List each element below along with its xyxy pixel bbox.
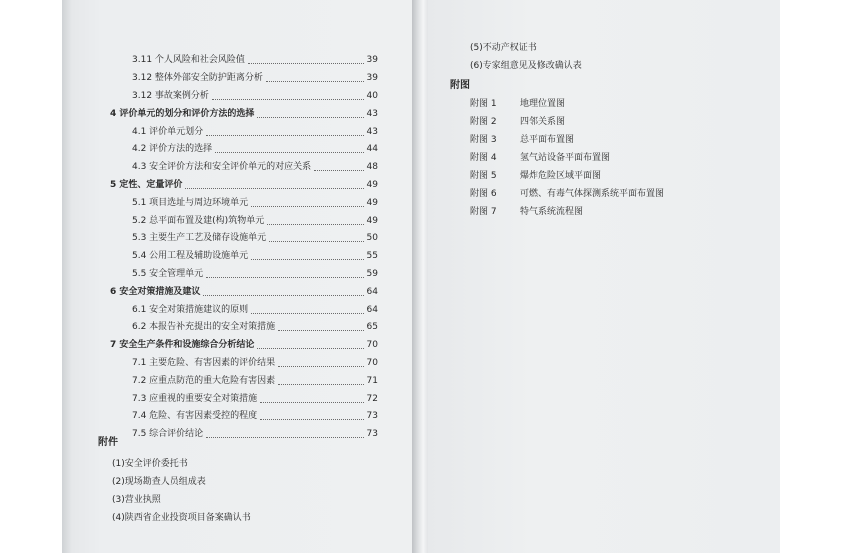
- appendix-item: [62, 476, 412, 488]
- toc-entry-title: 4.2 评价方法的选择: [132, 144, 213, 154]
- toc-page-number: 49: [366, 180, 378, 190]
- toc-entry-title: 5.4 公用工程及辅助设施单元: [132, 251, 249, 261]
- toc-page-number: 72: [366, 394, 378, 404]
- toc-page-number: 40: [366, 91, 378, 101]
- appendix-item-label: (4)陕西省企业投资项目备案确认书: [112, 513, 251, 523]
- toc-page-number: 70: [366, 340, 378, 350]
- toc-page-number: 43: [366, 127, 378, 137]
- toc-entry: [62, 268, 412, 280]
- toc-entry: [62, 197, 412, 209]
- toc-page-number: 59: [366, 269, 378, 279]
- toc-entry-title: 5 定性、定量评价: [110, 180, 183, 190]
- toc-page-number: 64: [366, 287, 378, 297]
- toc-page-number: 50: [366, 233, 378, 243]
- figure-number: 附图 4: [470, 153, 497, 163]
- toc-entry-title: 7.3 应重视的重要安全对策措施: [132, 394, 258, 404]
- figure-title: 特气系统流程图: [520, 207, 584, 217]
- toc-entry: [62, 215, 412, 227]
- appendix-item: (6)专家组意见及修改确认表: [470, 61, 582, 71]
- toc-entry: [62, 304, 412, 316]
- toc-entry-title: 3.12 事故案例分析: [132, 91, 209, 101]
- left-book-page: [62, 0, 412, 553]
- toc-dot-leader: [212, 99, 364, 100]
- toc-dot-leader: [278, 384, 364, 385]
- toc-page-number: 55: [366, 251, 378, 261]
- toc-dot-leader: [314, 170, 364, 171]
- figure-number: 附图 6: [470, 189, 497, 199]
- toc-page-number: 73: [366, 411, 378, 421]
- toc-dot-leader: [251, 206, 364, 207]
- toc-dot-leader: [269, 241, 364, 242]
- toc-entry-title: 5.3 主要生产工艺及储存设施单元: [132, 233, 267, 243]
- figure-number: 附图 3: [470, 135, 497, 145]
- toc-entry: [62, 179, 412, 191]
- toc-entry: [62, 232, 412, 244]
- toc-dot-leader: [257, 117, 364, 118]
- toc-entry-title: 6.2 本报告补充提出的安全对策措施: [132, 322, 276, 332]
- toc-entry-title: 7.2 应重点防范的重大危险有害因素: [132, 376, 276, 386]
- toc-page-number: 73: [366, 429, 378, 439]
- figure-title: 可燃、有毒气体探测系统平面布置图: [520, 189, 665, 199]
- toc-page-number: 64: [366, 305, 378, 315]
- toc-page-number: 49: [366, 198, 378, 208]
- toc-dot-leader: [267, 224, 364, 225]
- figure-title: 爆炸危险区域平面图: [520, 171, 602, 181]
- toc-entry-title: 4 评价单元的划分和评价方法的选择: [110, 109, 255, 119]
- toc-entry: [62, 161, 412, 173]
- toc-entry: [62, 90, 412, 102]
- toc-entry-title: 7.1 主要危险、有害因素的评价结果: [132, 358, 276, 368]
- figure-title: 地理位置图: [520, 99, 566, 109]
- toc-dot-leader: [278, 366, 364, 367]
- toc-entry: [62, 108, 412, 120]
- toc-page-number: 49: [366, 216, 378, 226]
- toc-dot-leader: [260, 419, 364, 420]
- toc-page-number: 39: [366, 55, 378, 65]
- figure-title: 四邻关系图: [520, 117, 566, 127]
- toc-entry: [62, 357, 412, 369]
- toc-entry: [62, 143, 412, 155]
- toc-page-number: 71: [366, 376, 378, 386]
- toc-dot-leader: [251, 313, 364, 314]
- figure-number: 附图 2: [470, 117, 497, 127]
- toc-entry: [62, 126, 412, 138]
- toc-dot-leader: [206, 277, 364, 278]
- toc-dot-leader: [185, 188, 364, 189]
- figure-title: 总平面布置图: [520, 135, 575, 145]
- toc-entry-title: 7.4 危险、有害因素受控的程度: [132, 411, 258, 421]
- appendix-item: [62, 494, 412, 506]
- book-gutter: [412, 0, 428, 553]
- figure-number: 附图 1: [470, 99, 497, 109]
- toc-entry: [62, 375, 412, 387]
- toc-entry-title: 5.5 安全管理单元: [132, 269, 204, 279]
- toc-entry: [62, 250, 412, 262]
- toc-dot-leader: [266, 81, 364, 82]
- appendix-item-label: (3)营业执照: [112, 495, 161, 505]
- toc-entry-title: 3.11 个人风险和社会风险值: [132, 55, 245, 65]
- toc-entry-title: 4.1 评价单元划分: [132, 127, 204, 137]
- appendix-heading: 附件: [98, 437, 118, 448]
- toc-entry-title: 6.1 安全对策措施建议的原则: [132, 305, 249, 315]
- toc-dot-leader: [260, 402, 364, 403]
- toc-entry: [62, 54, 412, 66]
- toc-entry-title: 4.3 安全评价方法和安全评价单元的对应关系: [132, 162, 312, 172]
- toc-dot-leader: [278, 330, 364, 331]
- toc-dot-leader: [203, 295, 364, 296]
- toc-page-number: 44: [366, 144, 378, 154]
- figure-title: 氢气站设备平面布置图: [520, 153, 611, 163]
- toc-entry-title: 5.2 总平面布置及建(构)筑物单元: [132, 216, 265, 226]
- toc-entry: [62, 410, 412, 422]
- toc-dot-leader: [248, 63, 364, 64]
- toc-entry: [62, 321, 412, 333]
- toc-page-number: 43: [366, 109, 378, 119]
- appendix-item-label: (2)现场勘查人员组成表: [112, 477, 206, 487]
- toc-dot-leader: [215, 152, 364, 153]
- appendix-item: [62, 512, 412, 524]
- toc-dot-leader: [257, 348, 364, 349]
- toc-page-number: 39: [366, 73, 378, 83]
- toc-entry-title: 7.5 综合评价结论: [132, 429, 204, 439]
- appendix-item: (5)不动产权证书: [470, 43, 537, 53]
- figure-number: 附图 7: [470, 207, 497, 217]
- toc-entry: [62, 393, 412, 405]
- toc-entry-title: 5.1 项目选址与周边环境单元: [132, 198, 249, 208]
- figure-number: 附图 5: [470, 171, 497, 181]
- toc-page-number: 48: [366, 162, 378, 172]
- toc-entry-title: 6 安全对策措施及建议: [110, 287, 201, 297]
- toc-entry: [62, 72, 412, 84]
- right-book-page: [428, 0, 780, 553]
- toc-entry-title: 7 安全生产条件和设施综合分析结论: [110, 340, 255, 350]
- toc-entry: [62, 339, 412, 351]
- toc-dot-leader: [206, 135, 364, 136]
- toc-entry: [62, 286, 412, 298]
- toc-dot-leader: [251, 259, 364, 260]
- toc-page-number: 70: [366, 358, 378, 368]
- appendix-item-label: (1)安全评价委托书: [112, 459, 188, 469]
- toc-entry-title: 3.12 整体外部安全防护距离分析: [132, 73, 263, 83]
- figures-heading: 附图: [450, 80, 470, 91]
- appendix-item: [62, 458, 412, 470]
- toc-page-number: 65: [366, 322, 378, 332]
